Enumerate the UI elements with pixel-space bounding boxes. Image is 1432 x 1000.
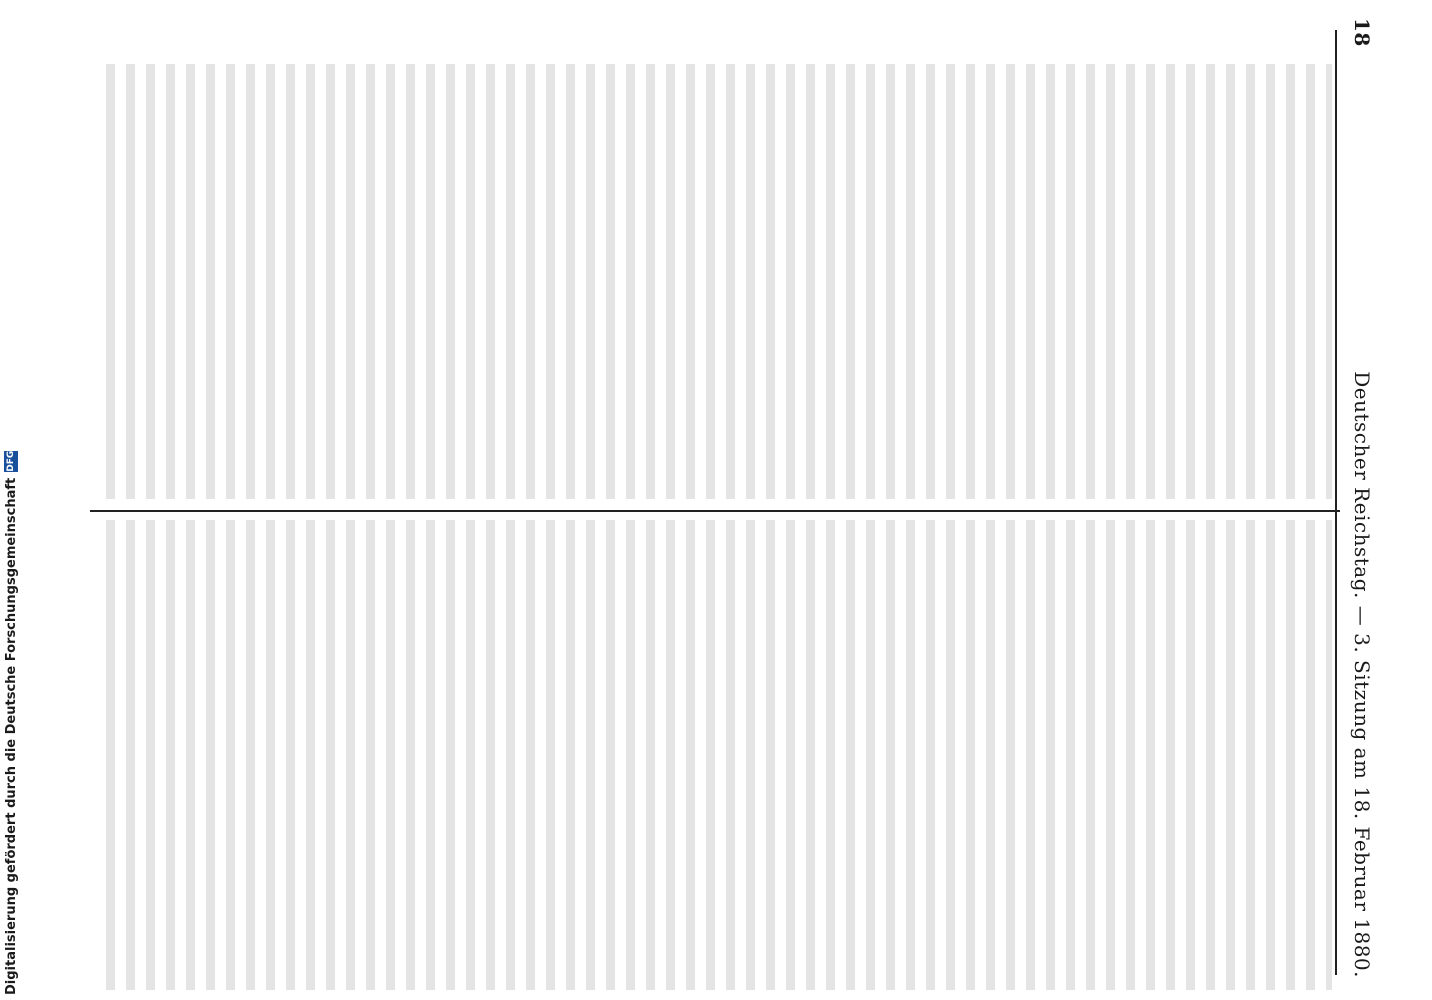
header-rule — [1335, 30, 1337, 975]
text-column-lower — [100, 520, 1332, 990]
digitization-credit — [0, 450, 22, 995]
dfg-logo-icon: DFG — [6, 450, 16, 472]
credit-text: Digitalisierung gefördert durch die Deutsche Forschungsgemeinschaft — [3, 477, 19, 995]
page-number: 18 — [1350, 18, 1374, 47]
running-head-title: Deutscher Reichstag. — 3. Sitzung am 18. Februar 1880. — [1350, 371, 1374, 978]
text-column-upper — [100, 64, 1332, 499]
column-divider — [90, 510, 1340, 512]
running-head — [1345, 18, 1379, 978]
